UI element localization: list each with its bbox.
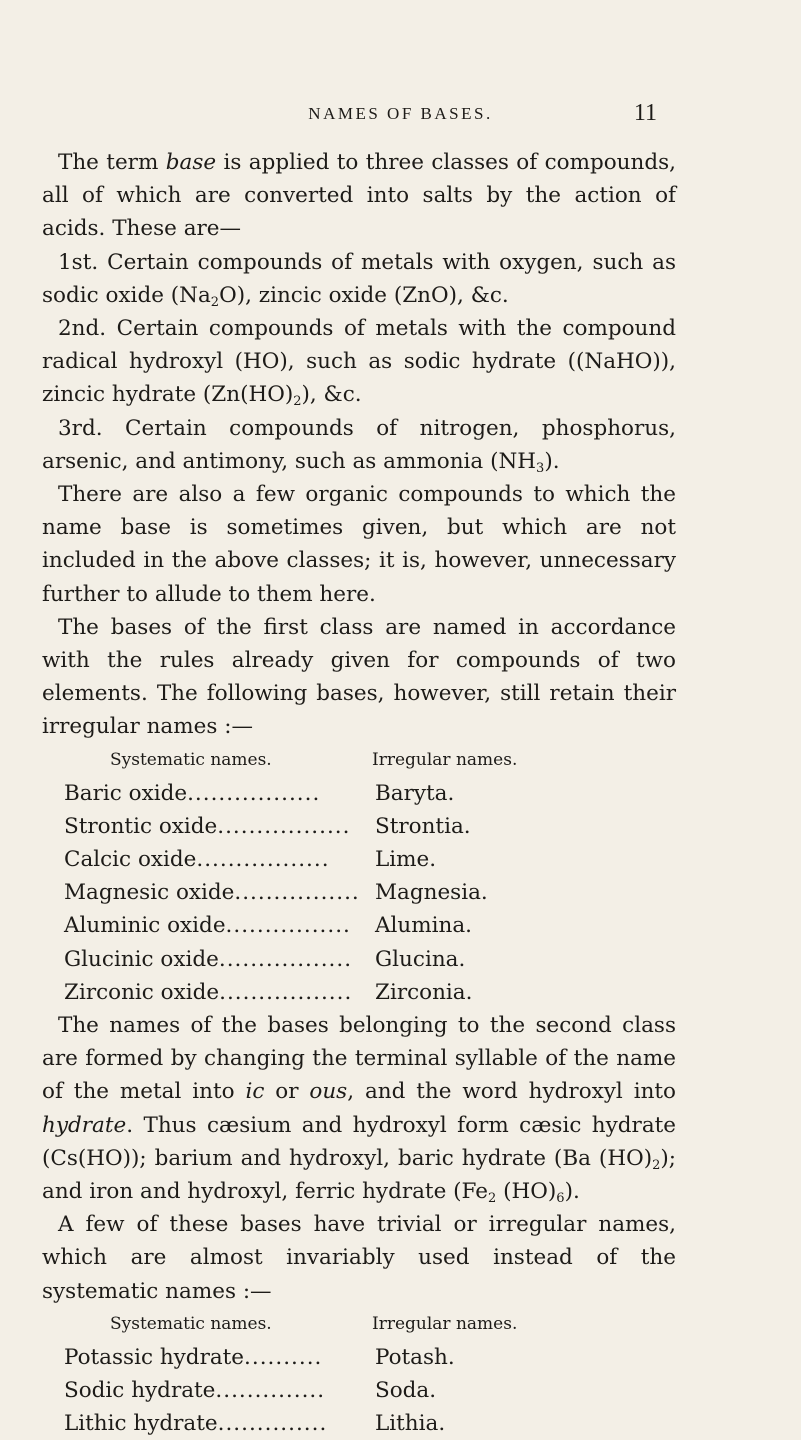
table-row [42,1374,676,1407]
systematic-name: Aluminic oxide [64,913,226,939]
running-title: NAMES OF BASES. [308,104,493,123]
irregular-name: Potash. [375,1344,455,1370]
leader-dots: ................. [196,847,330,873]
leader-dots: .............. [215,1377,326,1403]
intro-paragraph: The term base is applied to three classes of compounds, all of which are converted into salts by the action of acids. These are— [42,150,676,242]
table-header [42,1308,676,1341]
leader-dots: ................. [218,946,353,972]
running-header [0,100,801,132]
systematic-name: Baric oxide [64,780,188,806]
systematic-names-heading: Systematic names. [110,1313,272,1334]
table-header [42,744,676,777]
table-row [42,876,676,909]
trivial-names-paragraph: A few of these bases have trivial or irregular names, which are almost invariably used instead of the systematic names :— [42,1212,676,1304]
class-3-item: 3rd. Certain compounds of nitrogen, phosphorus, arsenic, and antimony, such as ammonia $(NH_3)$. [42,415,676,476]
table-row [42,843,676,876]
page-body [42,146,676,1440]
table-row [42,777,676,810]
systematic-name: Magnesic oxide [64,880,235,906]
irregular-name: Glucina. [375,946,466,972]
oxides-name-table [42,744,676,1009]
leader-dots: .......... [244,1344,323,1370]
table-row [42,976,676,1009]
table-row [42,810,676,843]
page-number: 11 [633,100,657,126]
table-row [42,943,676,976]
irregular-names-heading: Irregular names. [372,1313,518,1334]
irregular-name: Soda. [375,1377,437,1403]
systematic-name: Lithic hydrate [64,1411,218,1437]
first-class-paragraph: The bases of the first class are named in accordance with the rules already given for compounds of two elements. The following bases, however, still retain their irregular names :— [42,614,676,740]
systematic-name: Strontic oxide [64,813,218,839]
irregular-name: Alumina. [375,913,473,939]
leader-dots: ................. [187,780,321,806]
table-row [42,909,676,942]
irregular-name: Lithia. [375,1411,446,1437]
systematic-name: Calcic oxide [64,847,197,873]
class-1-item: 1st. Certain compounds of metals with oxygen, such as sodic oxide $(Na_2O)$, zincic oxide (ZnO), &c. [42,249,676,310]
table-row [42,1407,676,1440]
leader-dots: ................ [225,913,351,939]
irregular-name: Baryta. [375,780,455,806]
systematic-names-heading: Systematic names. [110,749,272,770]
systematic-name: Potassic hydrate [64,1344,245,1370]
systematic-name: Zirconic oxide [64,979,220,1005]
leader-dots: ................. [219,979,353,1005]
organic-paragraph: There are also a few organic compounds to which the name base is sometimes given, but which are not included in the above classes; it is, however, unnecessary further to allude to them here. [42,482,676,607]
term-base: base [165,150,217,175]
class-2-item: 2nd. Certain compounds of metals with the compound radical hydroxyl (HO), such as sodic hydrate ((NaHO)), zincic hydrate $(Zn(HO)_2)$, &c. [42,316,676,410]
systematic-name: Glucinic oxide [64,946,219,972]
irregular-names-heading: Irregular names. [372,749,518,770]
irregular-name: Zirconia. [375,979,473,1005]
table-row [42,1341,676,1374]
hydrates-name-table [42,1308,676,1440]
systematic-name: Sodic hydrate [64,1377,216,1403]
irregular-name: Strontia. [375,813,471,839]
second-class-paragraph: The names of the bases belonging to the second class are formed by changing the terminal syllable of the name of the metal into ic or ous, and the word hydroxyl into hydrate. Thus cæsium and hydroxyl form cæsic hydrate (Cs(HO)); barium and hydroxyl, baric hydrate (Ba $(HO)_2$); and iron and hydroxyl, ferric hydrate ($Fe_2$ $(HO)_6$). [42,1012,676,1206]
irregular-name: Lime. [375,847,437,873]
leader-dots: .............. [217,1411,328,1437]
leader-dots: ................ [234,880,360,906]
irregular-name: Magnesia. [375,880,488,906]
leader-dots: ................. [217,813,351,839]
